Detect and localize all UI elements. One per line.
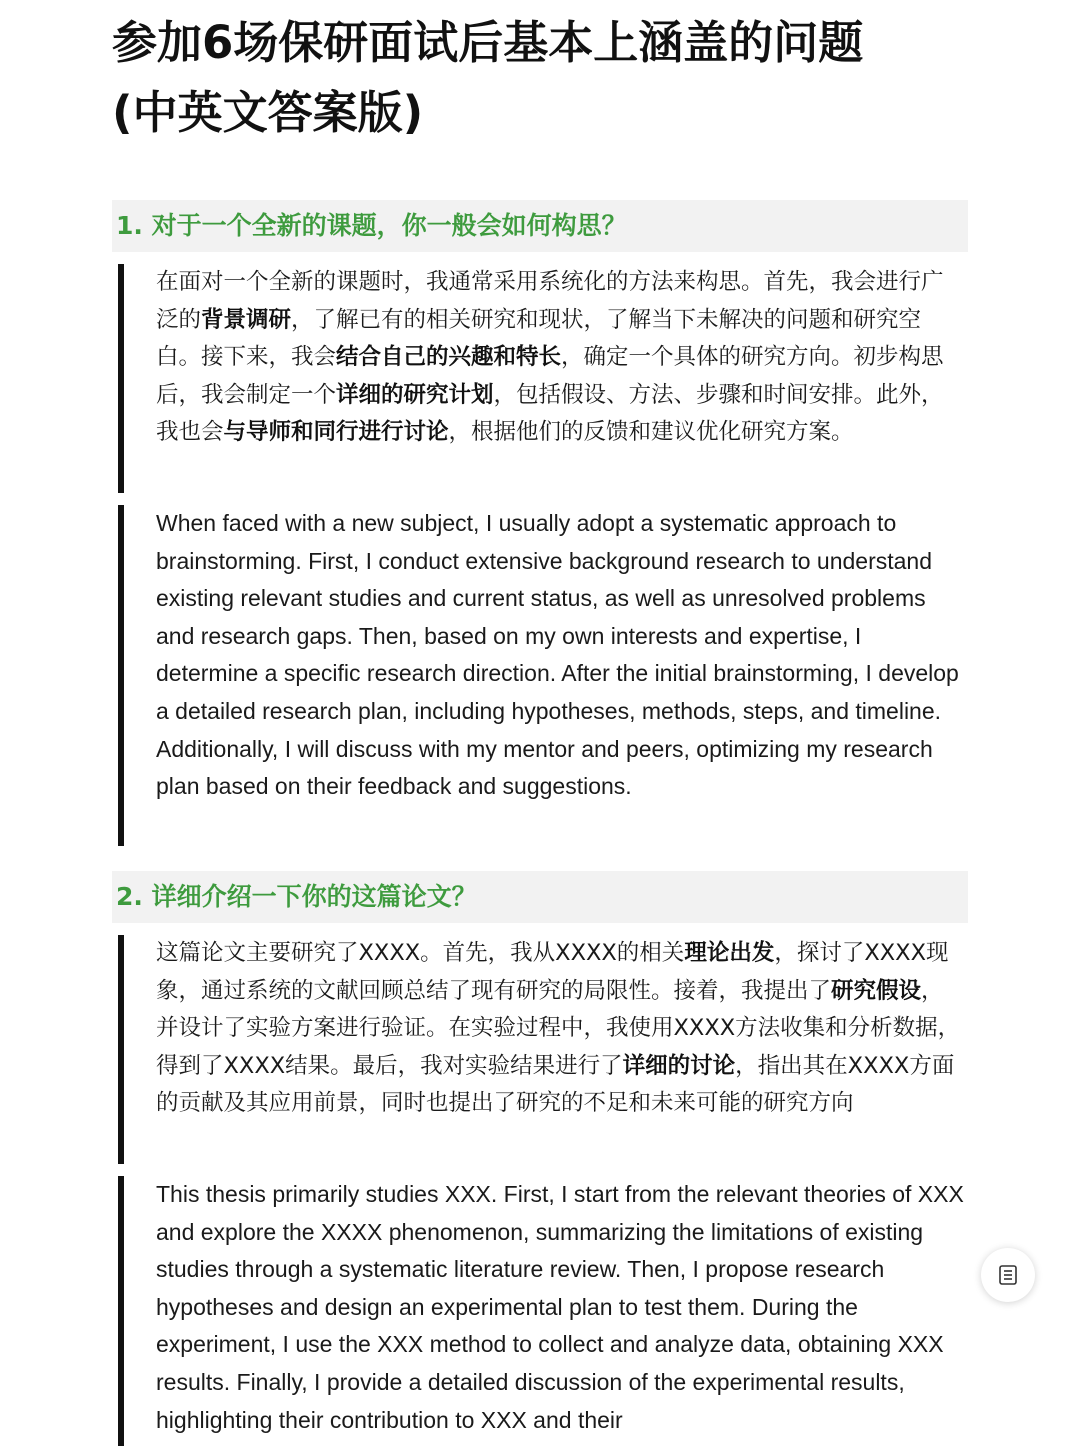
emphasis: 背景调研 bbox=[201, 306, 292, 333]
emphasis: 研究假设 bbox=[831, 977, 922, 1004]
question-1-answer-cn bbox=[118, 264, 968, 493]
emphasis: 与导师和同行进行讨论 bbox=[223, 419, 449, 446]
answer-en-paragraph: This thesis primarily studies XXX. First, I start from the relevant theories of XXX and explore the XXXX phenomenon, summarizing the limitations of existing studies through a systematic literature review. Then, I propose research hypotheses and design an experimental plan to test them. During the experiment, I use the XXX method to collect and analyze data, obtaining XXX results. Finally, I provide a detailed discussion of the experimental results, highlighting their contribution to XXX and their bbox=[156, 1181, 964, 1433]
emphasis: 理论出发 bbox=[684, 940, 775, 966]
question-1-heading: 1. 对于一个全新的课题，你一般会如何构思？ bbox=[112, 200, 968, 252]
answer-cn-paragraph: 在面对一个全新的课题时，我通常采用系统化的方法来构思。首先，我会进行广泛的背景调研，了解已有的相关研究和现状，了解当下未解决的问题和研究空白。接下来，我会结合自己的兴趣和特长，确定一个具体的研究方向。初步构思后，我会制定一个详细的研究计划，包括假设、方法、步骤和时间安排。此外，我也会与导师和同行进行讨论，根据他们的反馈和建议优化研究方案。 bbox=[156, 269, 944, 446]
title-line-1: 参加6场保研面试后基本上涵盖的问题 bbox=[112, 16, 864, 69]
emphasis: 详细的讨论 bbox=[622, 1052, 736, 1079]
emphasis: 结合自己的兴趣和特长 bbox=[336, 344, 562, 371]
title-line-2: (中英文答案版) bbox=[112, 86, 424, 139]
page-title bbox=[112, 8, 972, 148]
emphasis: 详细的研究计划 bbox=[336, 381, 494, 408]
question-2-heading: 2. 详细介绍一下你的这篇论文？ bbox=[112, 871, 968, 923]
question-2-answer-en bbox=[118, 1176, 968, 1446]
answer-en-paragraph: When faced with a new subject, I usually adopt a systematic approach to brainstorming. First, I conduct extensive background research to understand existing relevant studies and current status, as well as unresolved problems and research gaps. Then, based on my own interests and expertise, I determine a specific research direction. After the initial brainstorming, I develop a detailed research plan, including hypotheses, methods, steps, and timeline. Additionally, I will discuss with my mentor and peers, optimizing my research plan based on their feedback and suggestions. bbox=[156, 510, 959, 800]
list-icon bbox=[996, 1263, 1020, 1287]
answer-cn-paragraph: 这篇论文主要研究了XXXX。首先，我从XXXX的相关理论出发，探讨了XXXX现象，通过系统的文献回顾总结了现有研究的局限性。接着，我提出了研究假设，并设计了实验方案进行验证。在实验过程中，我使用XXXX方法收集和分析数据，得到了XXXX结果。最后，我对实验结果进行了详细的讨论，指出其在XXXX方面的贡献及其应用前景，同时也提出了研究的不足和未来可能的研究方向 bbox=[156, 940, 961, 1117]
table-of-contents-button[interactable] bbox=[981, 1248, 1035, 1302]
question-2-answer-cn bbox=[118, 935, 968, 1164]
question-1-answer-en bbox=[118, 505, 968, 846]
